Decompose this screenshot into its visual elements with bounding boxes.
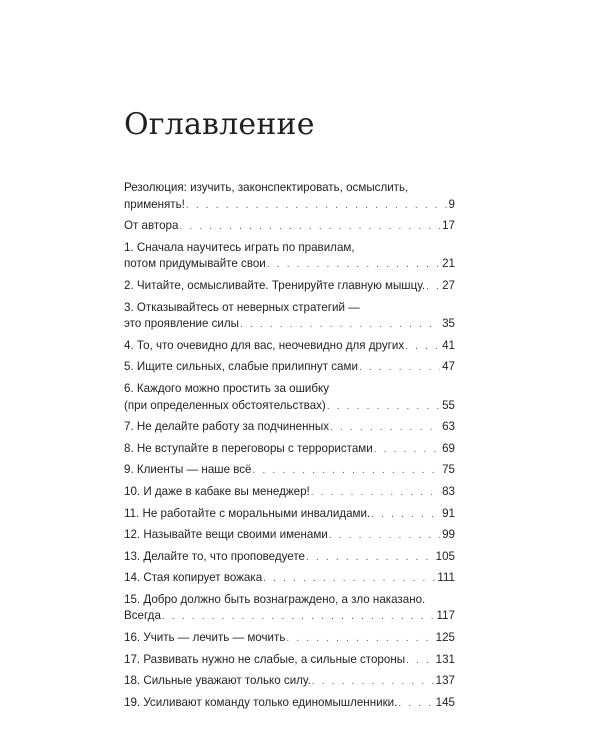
dot-leader xyxy=(286,631,433,648)
toc-page-number: 91 xyxy=(442,506,455,520)
toc-entry xyxy=(124,630,455,648)
toc-entry xyxy=(124,484,455,502)
dot-leader xyxy=(311,485,440,502)
toc-entry-title: 7. Не делайте работу за подчиненных xyxy=(124,420,330,434)
dot-leader xyxy=(371,507,440,524)
toc-entry-title: Всегда xyxy=(124,609,161,623)
toc-entry-last-line xyxy=(124,316,455,334)
dot-leader xyxy=(312,674,434,691)
dot-leader xyxy=(398,696,433,713)
toc-entry xyxy=(124,240,455,274)
toc-page-number: 17 xyxy=(442,219,455,233)
toc-entry xyxy=(124,441,455,459)
toc-entry-last-line xyxy=(124,398,455,416)
toc-entry xyxy=(124,695,455,713)
toc-entry-title: 16. Учить — лечить — мочить xyxy=(124,631,286,645)
toc-page-number: 99 xyxy=(442,528,455,542)
toc-entry-last-line xyxy=(124,256,455,274)
dot-leader xyxy=(186,198,447,215)
toc-page-number: 21 xyxy=(442,257,455,271)
toc-entry-last-line xyxy=(124,630,455,648)
toc-entry-last-line xyxy=(124,652,455,670)
dot-leader xyxy=(330,420,440,437)
dot-leader xyxy=(306,550,434,567)
toc-entry-title: 13. Делайте то, что проповедуете xyxy=(124,549,305,563)
toc-entry-title: 10. И даже в кабаке вы менеджер! xyxy=(124,484,310,498)
toc-entry-last-line xyxy=(124,441,455,459)
dot-leader xyxy=(374,442,440,459)
toc-entry xyxy=(124,300,455,334)
toc-entry-title-line: 3. Отказывайтесь от неверных стратегий — xyxy=(124,300,360,314)
dot-leader xyxy=(263,571,435,588)
toc-entry-last-line xyxy=(124,695,455,713)
toc-page-number: 83 xyxy=(442,484,455,498)
toc-page-number: 63 xyxy=(442,420,455,434)
toc-page-number: 69 xyxy=(442,441,455,455)
toc-entry-title: 11. Не работайте с моральными инвалидами. xyxy=(124,506,371,520)
dot-leader xyxy=(327,399,440,416)
dot-leader xyxy=(359,360,440,377)
toc-entry-title: 18. Сильные уважают только силу. xyxy=(124,674,311,688)
dot-leader xyxy=(240,317,440,334)
toc-entry-title: применять! xyxy=(124,197,185,211)
toc-entry-title: потом придумывайте свои xyxy=(124,257,266,271)
dot-leader xyxy=(405,339,440,356)
toc-entry-title: 2. Читайте, осмысливайте. Тренируйте главную мышцу. xyxy=(124,278,426,292)
toc-entry-title: 14. Стая копирует вожака xyxy=(124,571,263,585)
toc-page-number: 75 xyxy=(442,463,455,477)
toc-entry xyxy=(124,592,455,626)
toc-page-number: 55 xyxy=(442,398,455,412)
toc-entry xyxy=(124,359,455,377)
toc-page-number: 47 xyxy=(442,360,455,374)
toc-entry-title: (при определенных обстоятельствах) xyxy=(124,398,326,412)
dot-leader xyxy=(426,279,440,296)
toc-entry xyxy=(124,278,455,296)
toc-entry-last-line xyxy=(124,608,455,626)
dot-leader xyxy=(329,528,440,545)
toc-entry-title-line: Резолюция: изучить, законспектировать, осмыслить, xyxy=(124,181,409,194)
toc-page-number: 145 xyxy=(435,695,455,709)
toc-entry-title-line: 1. Сначала научитесь играть по правилам, xyxy=(124,240,355,254)
toc-page-number: 111 xyxy=(437,571,455,585)
toc-entry-title: 4. То, что очевидно для вас, неочевидно для других xyxy=(124,338,405,352)
toc-page-number: 9 xyxy=(448,197,455,211)
toc-entry-title-line: 6. Каждого можно простить за ошибку xyxy=(124,381,329,395)
dot-leader xyxy=(406,653,434,670)
toc-page-number: 27 xyxy=(442,278,455,292)
toc-page-number: 125 xyxy=(435,631,455,645)
toc-entry-last-line xyxy=(124,484,455,502)
toc-entry xyxy=(124,218,455,236)
toc-entry-last-line xyxy=(124,359,455,377)
toc-entry xyxy=(124,462,455,480)
dot-leader xyxy=(267,257,440,274)
toc-entry xyxy=(124,338,455,356)
toc-page-number: 35 xyxy=(442,317,455,331)
toc-entry-title: 8. Не вступайте в переговоры с террористами xyxy=(124,441,373,455)
toc-page-number: 131 xyxy=(435,652,455,666)
toc-page-number: 105 xyxy=(435,549,455,563)
page-title: Оглавление xyxy=(124,107,315,142)
toc-entry xyxy=(124,527,455,545)
toc-entry-last-line xyxy=(124,506,455,524)
toc-entry-last-line xyxy=(124,419,455,437)
toc-entry-title: 5. Ищите сильных, слабые прилипнут сами xyxy=(124,360,358,374)
toc-entry xyxy=(124,549,455,567)
toc-entry-last-line xyxy=(124,218,455,236)
toc-entry xyxy=(124,419,455,437)
toc-entry xyxy=(124,506,455,524)
toc-entry xyxy=(124,180,455,214)
toc-entry-last-line xyxy=(124,570,455,588)
dot-leader xyxy=(162,609,435,626)
toc-entry-title: 19. Усиливают команду только единомышленники. xyxy=(124,695,398,709)
toc-page-number: 41 xyxy=(442,338,455,352)
toc-entry xyxy=(124,673,455,691)
toc-entry-title: 12. Называйте вещи своими именами xyxy=(124,528,328,542)
toc-entry-title: 9. Клиенты — наше всё xyxy=(124,463,252,477)
toc-entry-last-line xyxy=(124,527,455,545)
toc-entry xyxy=(124,570,455,588)
toc-entry-last-line xyxy=(124,278,455,296)
toc-entry-last-line xyxy=(124,338,455,356)
toc-entry-last-line xyxy=(124,549,455,567)
toc-entry-title: 17. Развивать нужно не слабые, а сильные стороны xyxy=(124,652,406,666)
toc-entry xyxy=(124,652,455,670)
toc-entry-title: это проявление силы xyxy=(124,317,239,331)
table-of-contents xyxy=(124,180,455,716)
dot-leader xyxy=(253,463,441,480)
toc-page-number: 137 xyxy=(435,674,455,688)
toc-entry-last-line xyxy=(124,462,455,480)
toc-entry xyxy=(124,381,455,415)
toc-entry-title: От автора xyxy=(124,219,179,233)
toc-page-number: 117 xyxy=(436,609,455,623)
toc-entry-last-line xyxy=(124,673,455,691)
toc-entry-title-line: 15. Добро должно быть вознаграждено, а зло наказано. xyxy=(124,592,426,606)
toc-entry-last-line xyxy=(124,197,455,215)
dot-leader xyxy=(179,219,440,236)
